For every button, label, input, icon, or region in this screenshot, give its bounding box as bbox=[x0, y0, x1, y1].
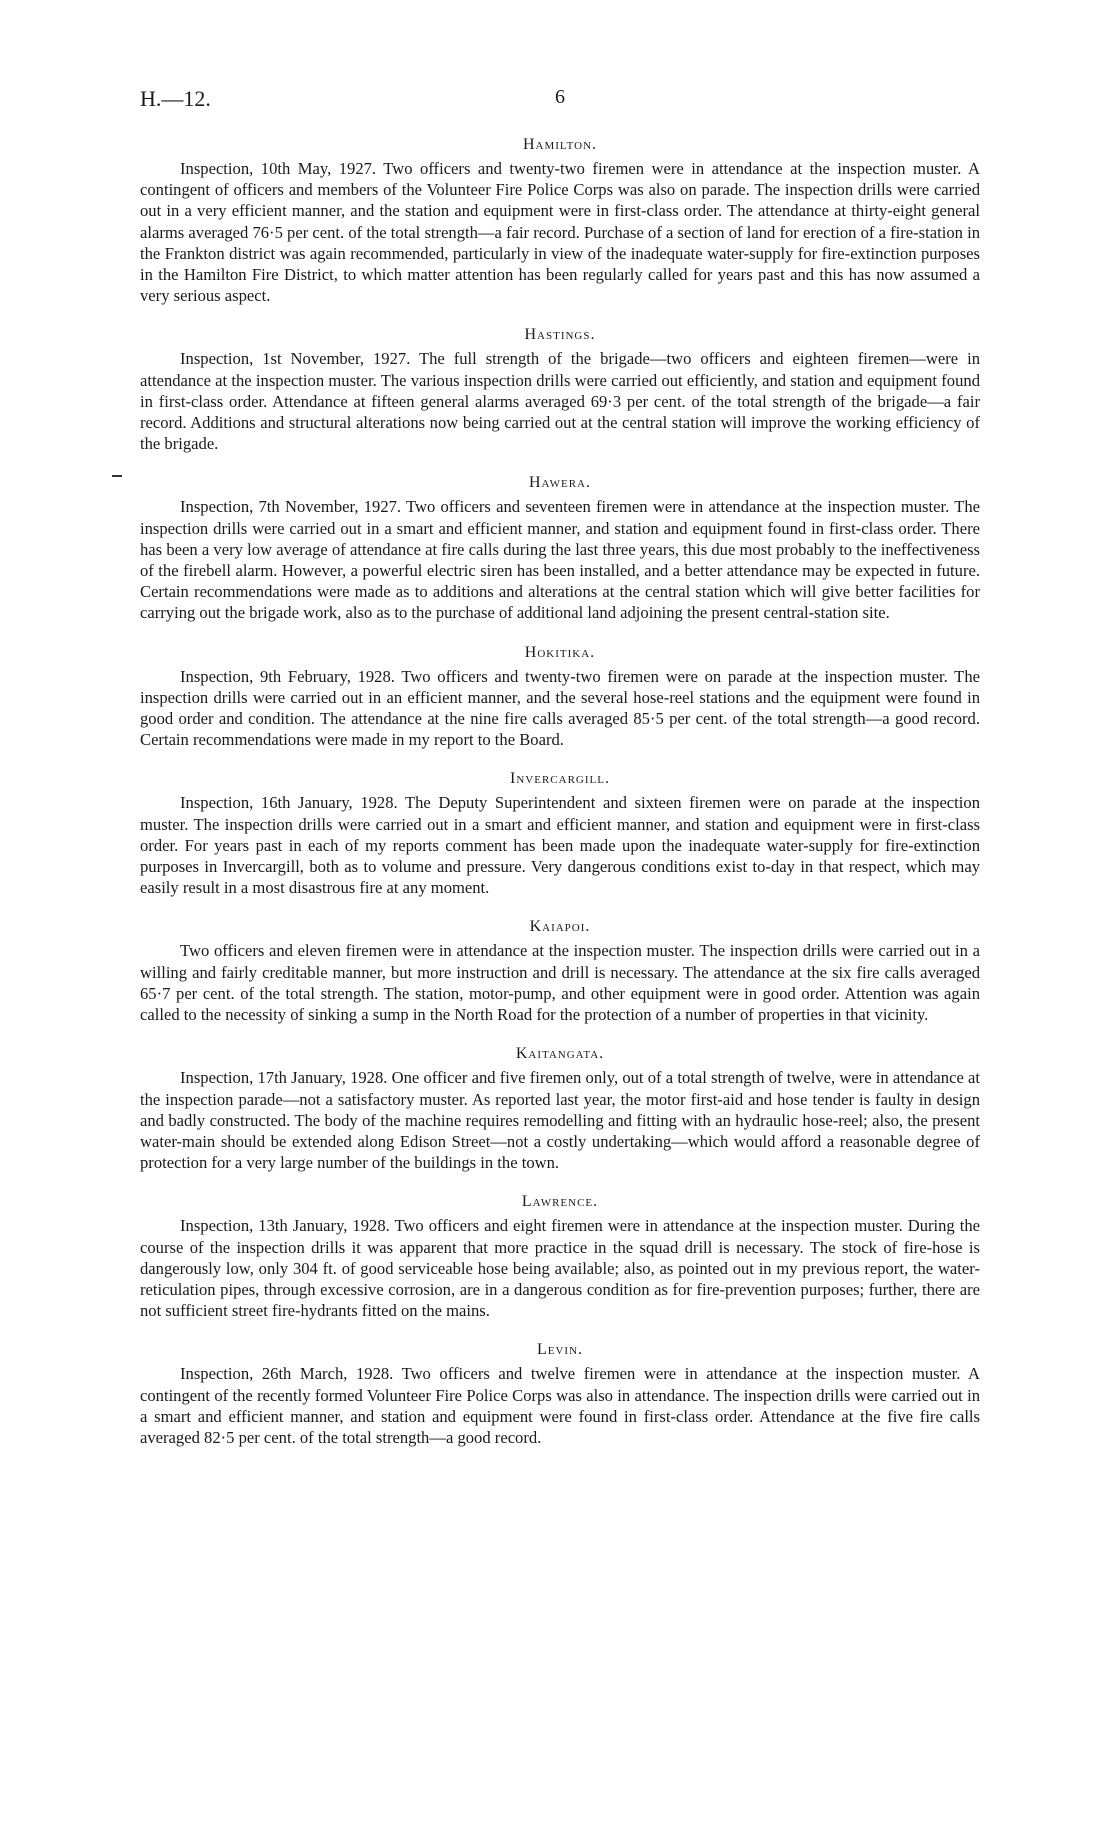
page-number: 6 bbox=[555, 86, 565, 108]
section-paragraph: Inspection, 13th January, 1928. Two officers and eight firemen were in attendance at the inspection muster. During the course of the inspection drills it was apparent that more practice in the squad drill is necessary. The stock of fire-hose is dangerously low, only 304 ft. of good serviceable hose being available; also, as pointed out in my previous report, the water-reticulation pipes, through excessive corrosion, are in a dangerous condition as for fire-prevention purposes; further, there are not sufficient street fire-hydrants fitted on the mains. bbox=[140, 1216, 980, 1321]
section-hastings bbox=[140, 324, 980, 454]
page-header bbox=[140, 86, 980, 116]
section-kaiapoi bbox=[140, 916, 980, 1025]
document-reference: H.—12. bbox=[140, 86, 211, 111]
section-paragraph: Inspection, 17th January, 1928. One officer and five firemen only, out of a total strength of twelve, were in attendance at the inspection parade—not a satisfactory muster. As reported last year, the motor first-aid and hose tender is faulty in design and badly constructed. The body of the machine requires remodelling and fitting with an hydraulic hose-reel; also, the present water-main should be extended along Edison Street—not a costly undertaking—which would afford a reasonable degree of protection for a very large number of the buildings in the town. bbox=[140, 1068, 980, 1173]
section-heading: Invercargill. bbox=[510, 770, 610, 788]
section-heading: Hokitika. bbox=[524, 643, 596, 661]
section-heading: Lawrence. bbox=[521, 1193, 599, 1211]
section-paragraph: Inspection, 26th March, 1928. Two officers and twelve firemen were in attendance at the inspection muster. A contingent of the recently formed Volunteer Fire Police Corps was also in attendance. The inspection drills were carried out in a smart and efficient manner, and station and equipment were found in first-class order. Attendance at the five fire calls averaged 82·5 per cent. of the total strength—a good record. bbox=[140, 1364, 980, 1447]
section-hawera bbox=[140, 472, 980, 623]
section-paragraph: Inspection, 9th February, 1928. Two officers and twenty-two firemen were on parade at the inspection muster. The inspection drills were carried out in an efficient manner, and the several hose-reel stations and the equipment were found in good order and condition. The attendance at the nine fire calls averaged 85·5 per cent. of the total strength—a good record. Certain recommendations were made in my report to the Board. bbox=[140, 666, 980, 750]
section-heading: Hastings. bbox=[524, 326, 596, 344]
margin-mark bbox=[112, 475, 122, 477]
section-heading: Kaiapoi. bbox=[529, 918, 591, 936]
section-heading: Hawera. bbox=[529, 474, 591, 492]
section-paragraph: Two officers and eleven firemen were in attendance at the inspection muster. The inspection drills were carried out in a willing and fairly creditable manner, but more instruction and drill is necessary. The attendance at the six fire calls averaged 65·7 per cent. of the total strength. The station, motor-pump, and other equipment were in good order. Attention was again called to the necessity of sinking a sump in the North Road for the protection of a number of properties in that vicinity. bbox=[140, 941, 980, 1025]
section-lawrence bbox=[140, 1191, 980, 1321]
section-hokitika bbox=[140, 642, 980, 751]
section-heading: Levin. bbox=[536, 1341, 584, 1359]
section-heading: Kaitangata. bbox=[515, 1045, 605, 1063]
section-paragraph: Inspection, 1st November, 1927. The full strength of the brigade—two officers and eighteen firemen—were in attendance at the inspection muster. The various inspection drills were carried out efficiently, and station and equipment found in first-class order. Attendance at fifteen general alarms averaged 69·3 per cent. of the total strength of the brigade—a fair record. Additions and structural alterations now being carried out at the central station will improve the working efficiency of the brigade. bbox=[140, 349, 980, 454]
section-paragraph: Inspection, 16th January, 1928. The Deputy Superintendent and sixteen firemen were on parade at the inspection muster. The inspection drills were carried out in a smart and efficient manner, and station and equipment were in first-class order. For years past in each of my reports comment has been made upon the inadequate water-supply for fire-extinction purposes in Invercargill, both as to volume and pressure. Very dangerous conditions exist to-day in that respect, which may easily result in a most disastrous fire at any moment. bbox=[140, 793, 980, 898]
section-heading: Hamilton. bbox=[522, 136, 598, 153]
section-kaitangata bbox=[140, 1043, 980, 1173]
section-paragraph: Inspection, 10th May, 1927. Two officers and twenty-two firemen were in attendance at the inspection muster. A contingent of officers and members of the Volunteer Fire Police Corps was also on parade. The inspection drills were carried out in a very efficient manner, and the station and equipment were in first-class order. The attendance at thirty-eight general alarms averaged 76·5 per cent. of the total strength—a fair record. Purchase of a section of land for erection of a fire-station in the Frankton district was again recommended, particularly in view of the inadequate water-supply for fire-extinction purposes in the Hamilton Fire District, to which matter attention has been regularly called for years past and this has now assumed a very serious aspect. bbox=[140, 159, 980, 306]
section-invercargill bbox=[140, 768, 980, 898]
document-body bbox=[140, 134, 980, 1466]
section-paragraph: Inspection, 7th November, 1927. Two officers and seventeen firemen were in attendance at the inspection muster. The inspection drills were carried out in a smart and efficient manner, and station and equipment found in first-class order. There has been a very low average of attendance at fire calls during the last three years, this due most probably to the ineffectiveness of the firebell alarm. However, a powerful electric siren has been installed, and a better attendance may be expected in future. Certain recommendations were made as to additions and alterations at the central station which will give better facilities for carrying out the brigade work, also as to the purchase of additional land adjoining the present central-station site. bbox=[140, 497, 980, 623]
section-hamilton bbox=[140, 134, 980, 306]
section-levin bbox=[140, 1339, 980, 1448]
